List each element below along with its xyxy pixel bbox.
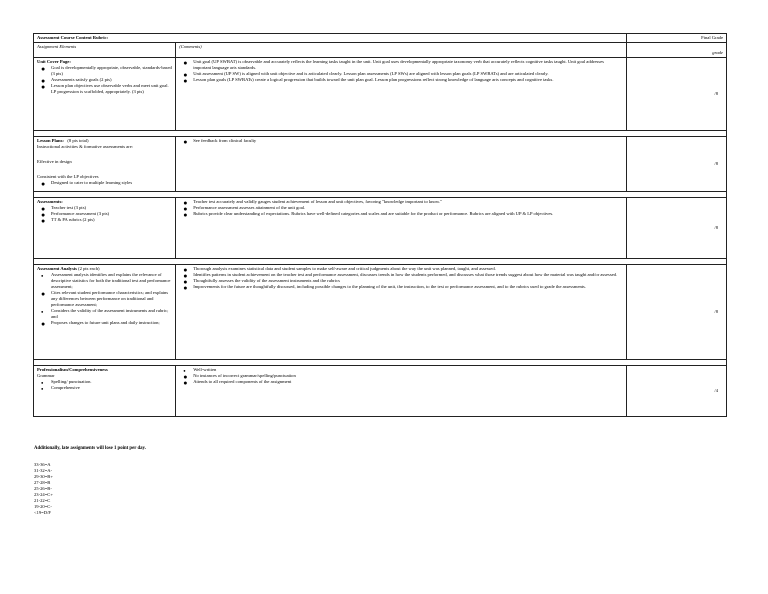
section-assessments [34, 198, 727, 259]
list-item: ● Goal is developmentally appropriate, observable, standards-based (3 pts) [41, 65, 172, 76]
grade-value: /8 [714, 91, 718, 96]
grade-value: /8 [714, 161, 718, 166]
grade-value: /8 [714, 225, 718, 230]
list-item: ● TT & PA rubrics (2 pts) [41, 217, 95, 225]
bullet-icon: ● [183, 266, 188, 274]
bullet-icon: ● [183, 59, 188, 67]
grade-value: /4 [714, 388, 718, 393]
section-subtitle: Instructional activities & formative assessments are: [37, 144, 134, 149]
list-item: ● Unit goal (UP SWBAT) is observable and accurately reflects the learning tasks taught in the unit. Unit goal uses developmentally appropriate taxonomy verb that accurately reflects cognitive tasks taught. Unit goal addresses important language arts standards. [183, 59, 604, 70]
points-label: (8 pts total) [67, 138, 89, 143]
list-item: ● Well-written [183, 367, 217, 373]
subheader-row [34, 43, 727, 58]
scale-item: 27-28=B [34, 480, 51, 485]
section-unit-cover [34, 58, 727, 131]
list-item: ● See feedback from clinical faculty [183, 138, 257, 146]
list-item: ● Lesson plan objectives use observable verbs and meet unit goal. LP progression is scaffolded, appropriately. (3 pts) [41, 83, 169, 94]
bullet-icon: ● [41, 211, 46, 219]
rubric-table [33, 33, 727, 417]
bullet-icon: ● [183, 138, 188, 146]
bullet-icon: ● [183, 199, 188, 207]
list-item: ● Performance assessment (3 pts) [41, 211, 110, 219]
bullet-icon: ● [41, 290, 46, 298]
list-item: ● Assessments satisfy goals (2 pts) [41, 77, 112, 85]
bullet-icon: ● [183, 77, 188, 85]
list-item: ● Cites relevant student performance characteristics; and explains any differences between performance on traditional and performance assessment; [41, 290, 169, 307]
criteria-line: Consistent with the LP objectives [37, 174, 99, 179]
final-grade-label: Final Grade [626, 34, 726, 43]
bullet-icon: ● [41, 309, 44, 314]
section-title: Unit Cover Page: [37, 59, 71, 64]
bullet-icon: ● [183, 278, 188, 286]
comments-label: (Comments) [176, 43, 627, 58]
rubric-title: Assessment Course Content Rubric: [34, 34, 627, 43]
grading-scale [34, 462, 53, 516]
assignment-elements-label: Assignment Elements [34, 43, 176, 58]
list-item: ● Designed to cater to multiple learning styles [41, 180, 133, 188]
list-item: ● Rubrics provide clear understanding of expectations. Rubrics have well-defined categories and scales and are suitable for the product or performance. Rubrics are aligned with UP & LP objectives. [183, 211, 554, 219]
bullet-icon: ● [41, 380, 44, 385]
bullet-icon: ● [183, 284, 188, 292]
list-item: ● Improvements for the future are thoughtfully discussed, including possible changes to the planning of the unit, the instruction, to the test or performance assessment, and to the rubrics used to grade the assessments. [183, 284, 586, 292]
bullet-icon: ● [41, 386, 44, 391]
section-title: Professionalism/Comprehensiveness [37, 367, 108, 372]
bullet-icon: ● [41, 77, 46, 85]
section-title: Assessment Analysis [37, 266, 77, 271]
list-item: ● Attends to all required components of the assignment [183, 379, 292, 387]
section-professionalism [34, 366, 727, 417]
section-subtitle: Grammar [37, 373, 55, 378]
bullet-icon: ● [41, 320, 46, 328]
points-label: (2 pts each) [78, 266, 100, 271]
list-item: ● No instances of incorrect grammar/spelling/punctuation [183, 373, 296, 381]
scale-item: 29-30=B+ [34, 474, 53, 479]
list-item: ● Thoughtfully assesses the validity of the assessment instruments and the rubrics [183, 278, 340, 286]
late-policy-note: Additionally, late assignments will lose 1 point per day. [34, 446, 146, 451]
bullet-icon: ● [183, 373, 188, 381]
comments-list [179, 138, 623, 144]
list-item: ● Proposes changes to future unit plans and daily instruction; [41, 320, 160, 328]
scale-item: 33-36=A [34, 462, 51, 467]
section-assessment-analysis [34, 265, 727, 360]
header-row [34, 34, 727, 43]
list-item: ● Thorough analysis examines statistical data and student samples to make self-aware and critical judgments about the way the unit was planned, taught, and assessed. [183, 266, 496, 274]
bullet-icon: ● [183, 379, 188, 387]
bullet-icon: ● [183, 272, 188, 280]
scale-item: <19=D/F [34, 510, 51, 515]
list-item: ● Assessment analysis identifies and explains the relevance of descriptive statistics for both the traditional test and performance assessment; [41, 272, 171, 289]
list-item: ● Unit assessment (UP SW) is aligned with unit objective and is articulated clearly. Lesson plan assessments (LP SWs) are aligned with lesson plan goals (LP SWBATs) and are articulated clearly. [183, 71, 549, 79]
list-item: ● Teacher test accurately and validly gauges student achievement of lesson and unit objectives, favoring "knowledge important to know." [183, 199, 442, 207]
list-item: ● Identifies patterns in student achievement on the teacher test and performance assessment, discusses trends in how the students performed, and discusses what those trends suggest about how the material was taught and/or assessed. [183, 272, 618, 280]
scale-item: 19-20=C- [34, 504, 52, 509]
bullet-icon: ● [41, 205, 46, 213]
section-lesson-plans [34, 137, 727, 192]
bullet-icon: ● [41, 273, 44, 278]
comments-list [179, 367, 623, 385]
grade-label: grade [626, 43, 726, 58]
list-item: ● Spelling/ punctuation. [41, 379, 92, 385]
list-item: ● Lesson plan goals (LP SWBATs) create a logical progression that builds toward the unit plan goal. Lesson plan progressions reflect strong knowledge of language arts concepts and cognitive tasks. [183, 77, 554, 85]
criteria-list [37, 65, 172, 95]
bullet-icon: ● [183, 211, 188, 219]
grade-value: /8 [714, 309, 718, 314]
bullet-icon: ● [41, 217, 46, 225]
list-item: ● Performance assessment assesses attainment of the unit goal. [183, 205, 306, 213]
bullet-icon: ● [41, 83, 46, 91]
bullet-icon: ● [183, 205, 188, 213]
list-item: ● Teacher test (3 pts) [41, 205, 87, 213]
criteria-line: Effective in design [37, 159, 72, 164]
comments-list [179, 59, 623, 83]
scale-item: 23-24=C+ [34, 492, 53, 497]
list-item: ● Comprehensive [41, 385, 80, 391]
bullet-icon: ● [183, 368, 186, 373]
comments-list [179, 266, 623, 290]
scale-item: 21-22=C [34, 498, 51, 503]
section-title: Lesson Plans: [37, 138, 64, 143]
scale-item: 31-32=A- [34, 468, 53, 473]
bullet-icon: ● [41, 180, 46, 188]
comments-list [179, 199, 623, 217]
bullet-icon: ● [183, 71, 188, 79]
list-item: ● Considers the validity of the assessment instruments and rubric; and [41, 308, 169, 319]
scale-item: 25-26=B- [34, 486, 52, 491]
bullet-icon: ● [41, 65, 46, 73]
section-title: Assessments: [37, 199, 63, 204]
